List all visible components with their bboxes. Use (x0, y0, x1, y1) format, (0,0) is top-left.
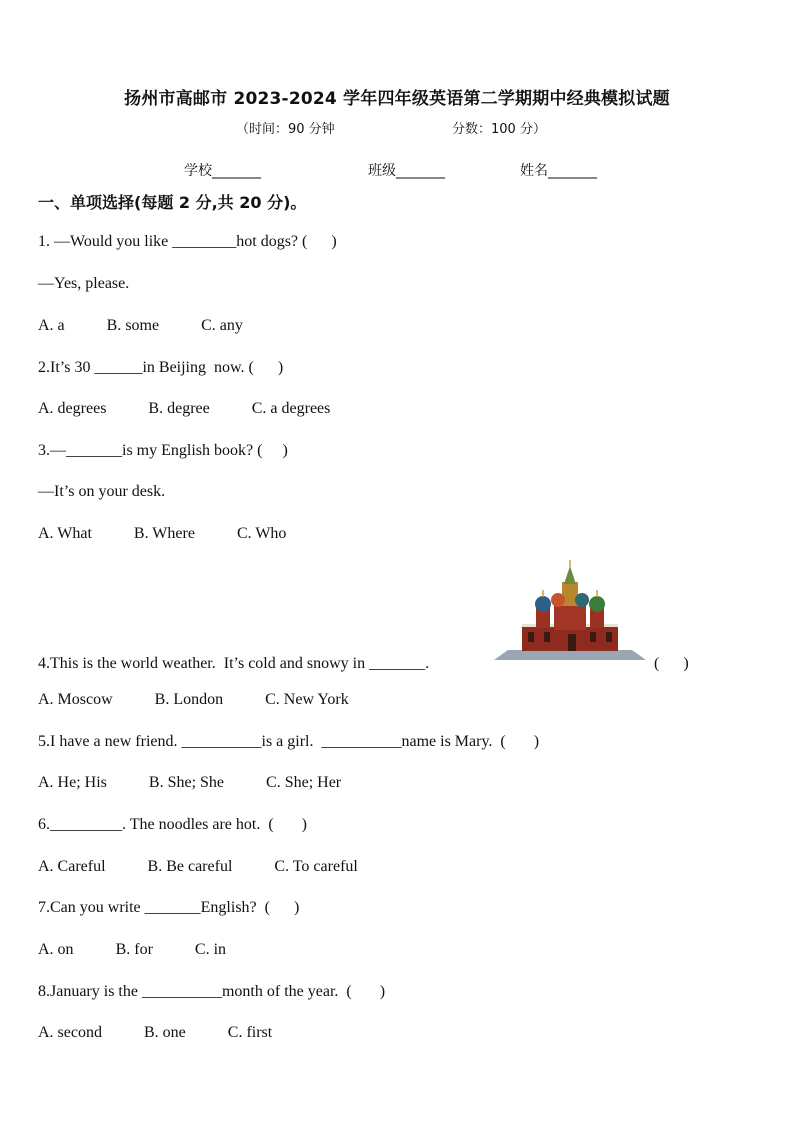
option-c[interactable]: C. To careful (274, 858, 358, 875)
question-7: 7.Can you write _______English? ( ) (38, 899, 300, 916)
option-c[interactable]: C. New York (265, 691, 349, 708)
option-c[interactable]: C. first (227, 1024, 273, 1041)
option-a[interactable]: A. a (38, 317, 65, 334)
option-b[interactable]: B. for (115, 941, 153, 958)
option-a[interactable]: A. second (38, 1024, 102, 1041)
question-1: 1. —Would you like ________hot dogs? ( ) (38, 233, 337, 250)
option-a[interactable]: A. degrees (38, 400, 107, 417)
question-2: 2.It’s 30 ______in Beijing now. ( ) (38, 359, 284, 376)
question-4-answer-paren[interactable]: ( ) (654, 655, 689, 672)
option-b[interactable]: B. degree (148, 400, 210, 417)
option-b[interactable]: B. Where (133, 525, 195, 542)
option-a[interactable]: A. What (38, 525, 92, 542)
option-b[interactable]: B. some (106, 317, 160, 334)
question-4: 4.This is the world weather. It’s cold and snowy in _______. (38, 655, 430, 672)
option-c[interactable]: C. She; Her (266, 774, 342, 791)
question-3-options (38, 525, 328, 543)
question-5: 5.I have a new friend. __________is a girl. __________name is Mary. ( ) (38, 733, 540, 750)
question-3-answer: —It’s on your desk. (38, 483, 166, 500)
option-c[interactable]: C. a degrees (251, 400, 331, 417)
option-b[interactable]: B. Be careful (147, 858, 233, 875)
question-7-options (38, 941, 268, 959)
question-3: 3.—_______is my English book? ( ) (38, 442, 288, 459)
option-b[interactable]: B. London (154, 691, 224, 708)
class-field[interactable]: 班级_______ (368, 163, 445, 179)
option-c[interactable]: C. any (201, 317, 243, 334)
st-basils-cathedral-icon (492, 560, 648, 662)
question-6-options (38, 858, 400, 876)
name-field[interactable]: 姓名_______ (520, 163, 597, 179)
question-1-options (38, 317, 285, 335)
option-b[interactable]: B. She; She (148, 774, 225, 791)
question-1-answer: —Yes, please. (38, 275, 130, 292)
school-field[interactable]: 学校_______ (184, 163, 261, 179)
option-a[interactable]: A. Careful (38, 858, 106, 875)
question-4-options (38, 691, 391, 709)
question-8: 8.January is the __________month of the year. ( ) (38, 983, 386, 1000)
option-a[interactable]: A. on (38, 941, 74, 958)
question-2-options (38, 400, 372, 418)
exam-score: 分数：100 分） (452, 122, 546, 137)
page-title: 扬州市高邮市 2023-2024 学年四年级英语第二学期期中经典模拟试题 (124, 89, 670, 109)
question-5-options (38, 774, 383, 792)
option-a[interactable]: A. Moscow (38, 691, 113, 708)
option-a[interactable]: A. He; His (38, 774, 107, 791)
option-c[interactable]: C. Who (236, 525, 287, 542)
question-8-options (38, 1024, 314, 1042)
exam-time: （时间：90 分钟 (236, 122, 335, 137)
question-6: 6._________. The noodles are hot. ( ) (38, 816, 307, 833)
option-c[interactable]: C. in (194, 941, 227, 958)
section-heading: 一、单项选择(每题 2 分,共 20 分)。 (38, 193, 307, 212)
option-b[interactable]: B. one (143, 1024, 186, 1041)
